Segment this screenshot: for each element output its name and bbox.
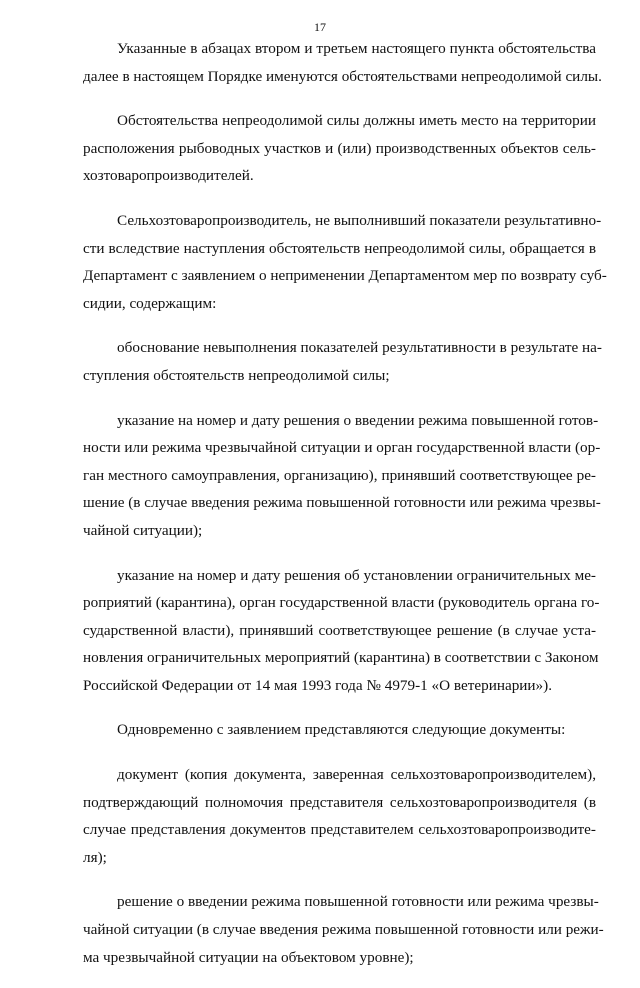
paragraph-quarantine-decision (83, 562, 600, 700)
paragraph-force-majeure-definition (83, 35, 602, 90)
text-line: далее в настоящем Порядке именуются обстоятельствами непреодолимой силы. (83, 67, 602, 85)
text-line: случае представления документов представителем сельхозтоваропроизводите- (83, 821, 596, 839)
text-line: расположения рыбоводных участков и (или) производственных объектов сель- (83, 139, 596, 157)
text-line: хозтоваропроизводителей. (83, 167, 254, 185)
text-line: решение о введении режима повышенной готовности или режима чрезвы- (117, 893, 599, 911)
text-line: подтверждающий полномочия представителя сельхозтоваропроизводителя (в (83, 793, 596, 811)
paragraph-justification (83, 334, 602, 389)
text-line: Департамент с заявлением о неприменении Департаментом мер по возврату суб- (83, 267, 607, 285)
document-body (83, 35, 607, 988)
text-line: указание на номер и дату решения об установлении ограничительных ме- (117, 566, 596, 584)
text-line: сударственной власти), принявший соответствующее решение (в случае уста- (83, 621, 596, 639)
text-line: Указанные в абзацах втором и третьем настоящего пункта обстоятельства (117, 40, 596, 57)
text-line: шение (в случае введения режима повышенной готовности или режима чрезвы- (83, 494, 601, 512)
text-line: роприятий (карантина), орган государственной власти (руководитель органа го- (83, 594, 600, 612)
text-line: новления ограничительных мероприятий (карантина) в соответствии с Законом (83, 649, 599, 667)
paragraph-emergency-regime-decision (83, 888, 604, 971)
text-line: чайной ситуации); (83, 521, 203, 539)
text-line: чайной ситуации (в случае введения режима повышенной готовности или режи- (83, 921, 604, 939)
text-line: документ (копия документа, заверенная сельхозтоваропроизводителем), (117, 766, 596, 784)
text-line: Обстоятельства непреодолимой силы должны иметь место на территории (117, 112, 596, 130)
paragraph-documents-intro (83, 716, 596, 744)
text-line: Сельхозтоваропроизводитель, не выполнивший показатели результативно- (117, 211, 602, 229)
text-line: ган местного самоуправления, организацию), принявший соответствующее ре- (83, 466, 596, 484)
text-line: обоснование невыполнения показателей результативности в результате на- (117, 339, 602, 357)
text-line: ма чрезвычайной ситуации на объектовом уровне); (83, 948, 414, 966)
page-number: 17 (314, 20, 326, 34)
text-line: сидии, содержащим: (83, 294, 217, 312)
text-line: Российской Федерации от 14 мая 1993 года № 4979-1 «О ветеринарии»). (83, 676, 553, 694)
paragraph-application-to-department (83, 207, 607, 317)
text-line: указание на номер и дату решения о введении режима повышенной готов- (117, 411, 599, 429)
text-line: Одновременно с заявлением представляются следующие документы: (117, 721, 566, 739)
text-line: ля); (83, 848, 107, 866)
text-line: ности или режима чрезвычайной ситуации и орган государственной власти (ор- (83, 439, 601, 457)
text-line: ступления обстоятельств непреодолимой силы; (83, 366, 390, 384)
paragraph-force-majeure-territory (83, 107, 596, 190)
paragraph-representative-document (83, 761, 596, 871)
paragraph-emergency-decision (83, 407, 601, 545)
text-line: сти вследствие наступления обстоятельств непреодолимой силы, обращается в (83, 239, 596, 257)
